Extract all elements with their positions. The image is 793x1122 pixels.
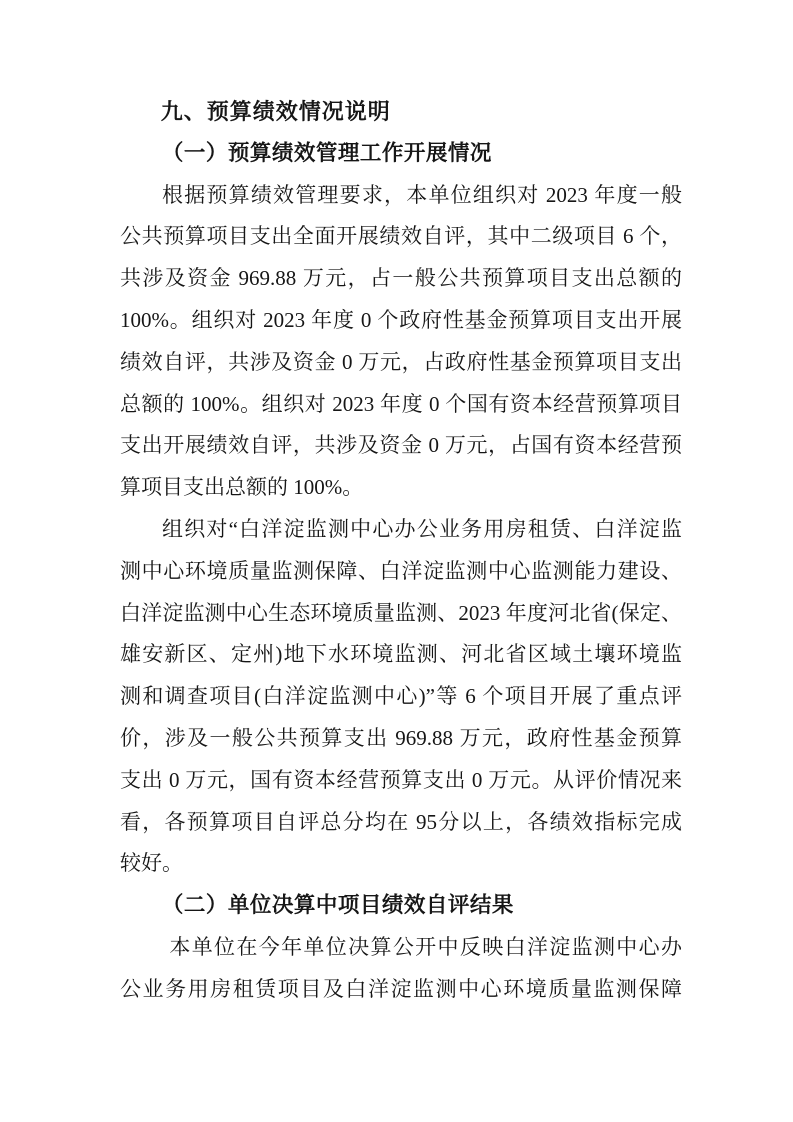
text-line: 支出 0 万元，国有资本经营预算支出 0 万元。从评价情况来 xyxy=(120,767,682,792)
text-line: 公共预算项目支出全面开展绩效自评，其中二级项目 6 个， xyxy=(120,224,682,249)
paragraph-3 xyxy=(120,927,682,1011)
paragraph-2 xyxy=(120,509,682,885)
text-line: 共涉及资金 969.88 万元，占一般公共预算项目支出总额的 xyxy=(120,266,682,291)
document-body xyxy=(120,91,682,1011)
paragraph-1 xyxy=(120,175,682,509)
text-line: 测和调查项目(白洋淀监测中心)”等 6 个项目开展了重点评 xyxy=(120,684,682,709)
text-line: 根据预算绩效管理要求，本单位组织对 2023 年度一般 xyxy=(162,182,682,207)
text-line: 算项目支出总额的 100%。 xyxy=(120,475,364,500)
text-line: 总额的 100%。组织对 2023 年度 0 个国有资本经营预算项目 xyxy=(120,391,682,416)
text-line: 雄安新区、定州)地下水环境监测、河北省区域土壤环境监 xyxy=(120,642,682,667)
text-line: 公业务用房租赁项目及白洋淀监测中心环境质量监测保障 xyxy=(120,976,682,1001)
section-1-heading: （一）预算绩效管理工作开展情况 xyxy=(161,140,492,165)
text-line: 较好。 xyxy=(120,851,183,876)
text-line: 组织对“白洋淀监测中心办公业务用房租赁、白洋淀监 xyxy=(162,516,682,541)
text-line: 白洋淀监测中心生态环境质量监测、2023 年度河北省(保定、 xyxy=(120,600,682,625)
text-line: 看，各预算项目自评总分均在 95分以上，各绩效指标完成 xyxy=(120,809,682,834)
text-line: 支出开展绩效自评，共涉及资金 0 万元，占国有资本经营预 xyxy=(120,433,682,458)
section-2-heading: （二）单位决算中项目绩效自评结果 xyxy=(161,893,514,918)
text-line: 100%。组织对 2023 年度 0 个政府性基金预算项目支出开展 xyxy=(120,307,682,332)
document-title: 九、预算绩效情况说明 xyxy=(160,99,391,124)
text-line: 价，涉及一般公共预算支出 969.88 万元，政府性基金预算 xyxy=(120,725,682,750)
text-line: 绩效自评，共涉及资金 0 万元，占政府性基金预算项目支出 xyxy=(120,349,682,374)
text-line: 测中心环境质量监测保障、白洋淀监测中心监测能力建设、 xyxy=(120,558,682,583)
text-line: 本单位在今年单位决算公开中反映白洋淀监测中心办 xyxy=(169,934,682,959)
